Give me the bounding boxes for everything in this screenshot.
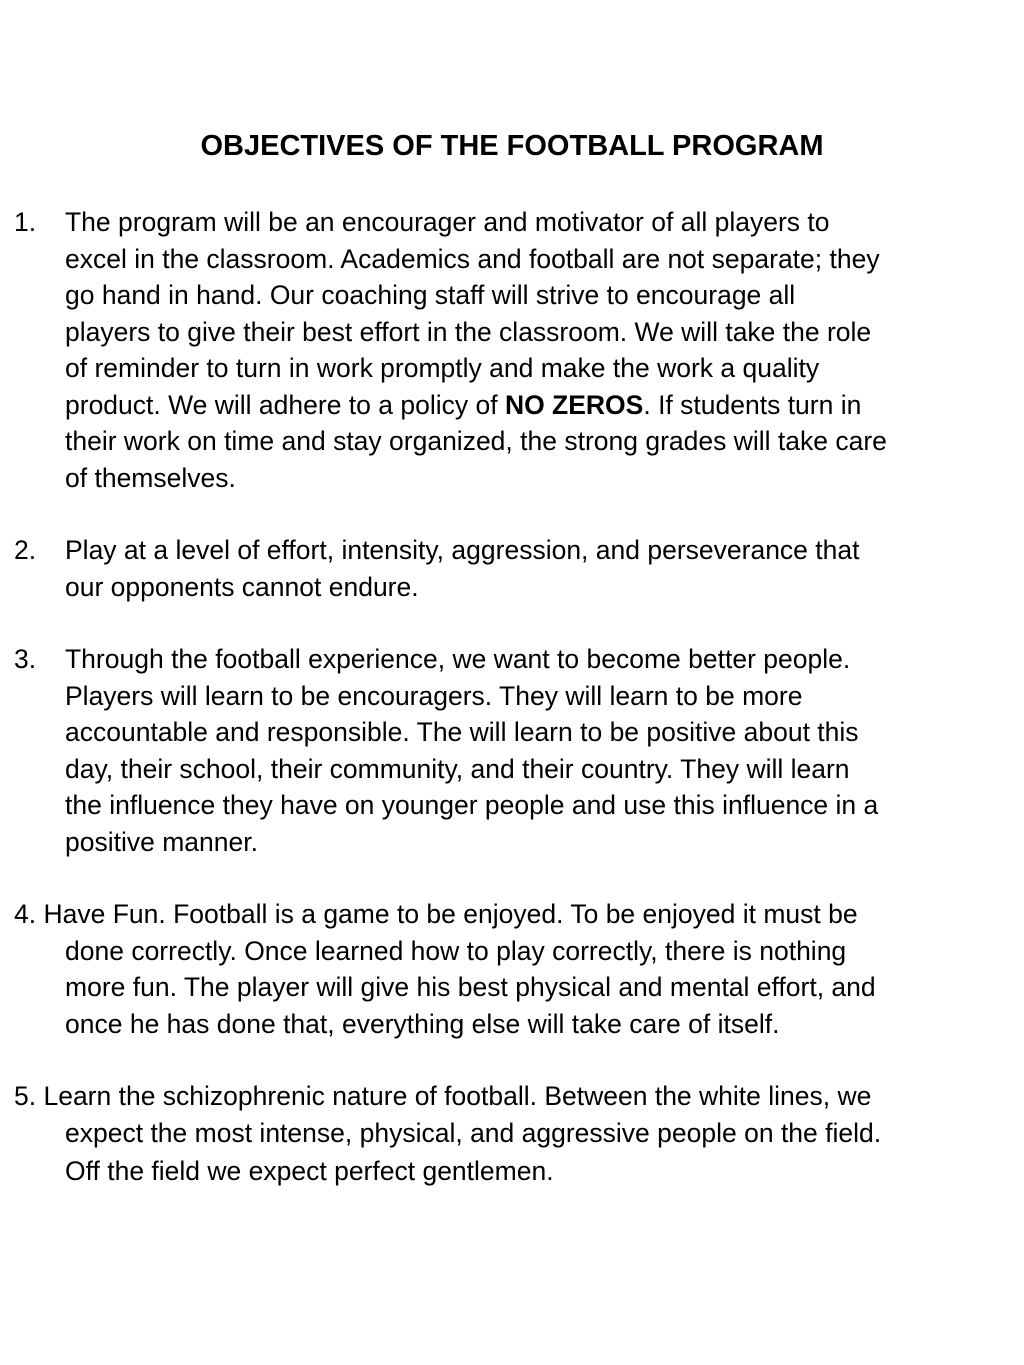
item-line: The program will be an encourager and motivator of all players to <box>65 207 830 237</box>
item-line: done correctly. Once learned how to play correctly, there is nothing <box>65 935 847 966</box>
item-line: day, their school, their community, and their country. They will learn <box>65 753 850 784</box>
item-line: the influence they have on younger people and use this influence in a <box>65 790 879 820</box>
item-line: Off the field we expect perfect gentlemen. <box>65 1156 554 1186</box>
item-line: 5. Learn the schizophrenic nature of football. Between the white lines, we <box>14 1081 872 1111</box>
item-line: go hand in hand. Our coaching staff will strive to encourage all <box>65 280 796 310</box>
item-number: 3. <box>14 644 37 674</box>
item-line: excel in the classroom. Academics and football are not separate; they <box>65 243 880 274</box>
page-title: OBJECTIVES OF THE FOOTBALL PROGRAM <box>200 130 824 162</box>
objective-item-3 <box>14 641 1014 860</box>
item-line: our opponents cannot endure. <box>65 571 419 602</box>
item-line: their work on time and stay organized, the strong grades will take care <box>65 426 887 456</box>
item-line <box>65 387 1014 424</box>
item-line: Through the football experience, we want to become better people. <box>65 644 851 674</box>
item-line: 4. Have Fun. Football is a game to be enjoyed. To be enjoyed it must be <box>14 899 858 929</box>
item-line: Play at a level of effort, intensity, aggression, and perseverance that <box>65 535 860 565</box>
objective-item-4 <box>14 896 1014 1042</box>
item-line: Players will learn to be encouragers. They will learn to be more <box>65 680 803 711</box>
item-line: accountable and responsible. The will learn to be positive about this <box>65 717 859 747</box>
item-line: of themselves. <box>65 462 236 493</box>
no-zeros-emphasis: NO ZEROS <box>504 389 644 420</box>
objective-item-5 <box>14 1078 1014 1190</box>
item-line: positive manner. <box>65 826 258 857</box>
item-line: once he has done that, everything else will take care of itself. <box>65 1008 780 1039</box>
item-text: product. We will adhere to a policy of <box>65 389 505 420</box>
objective-item-1 <box>14 204 1014 496</box>
item-line: expect the most intense, physical, and aggressive people on the field. <box>65 1117 882 1148</box>
item-line: players to give their best effort in the classroom. We will take the role <box>65 316 872 347</box>
objective-item-2 <box>14 532 1014 605</box>
item-number: 1. <box>14 207 37 237</box>
item-text: . If students turn in <box>643 389 862 420</box>
item-number: 2. <box>14 535 37 565</box>
item-line: of reminder to turn in work promptly and make the work a quality <box>65 353 820 383</box>
item-line: more fun. The player will give his best physical and mental effort, and <box>65 972 876 1002</box>
